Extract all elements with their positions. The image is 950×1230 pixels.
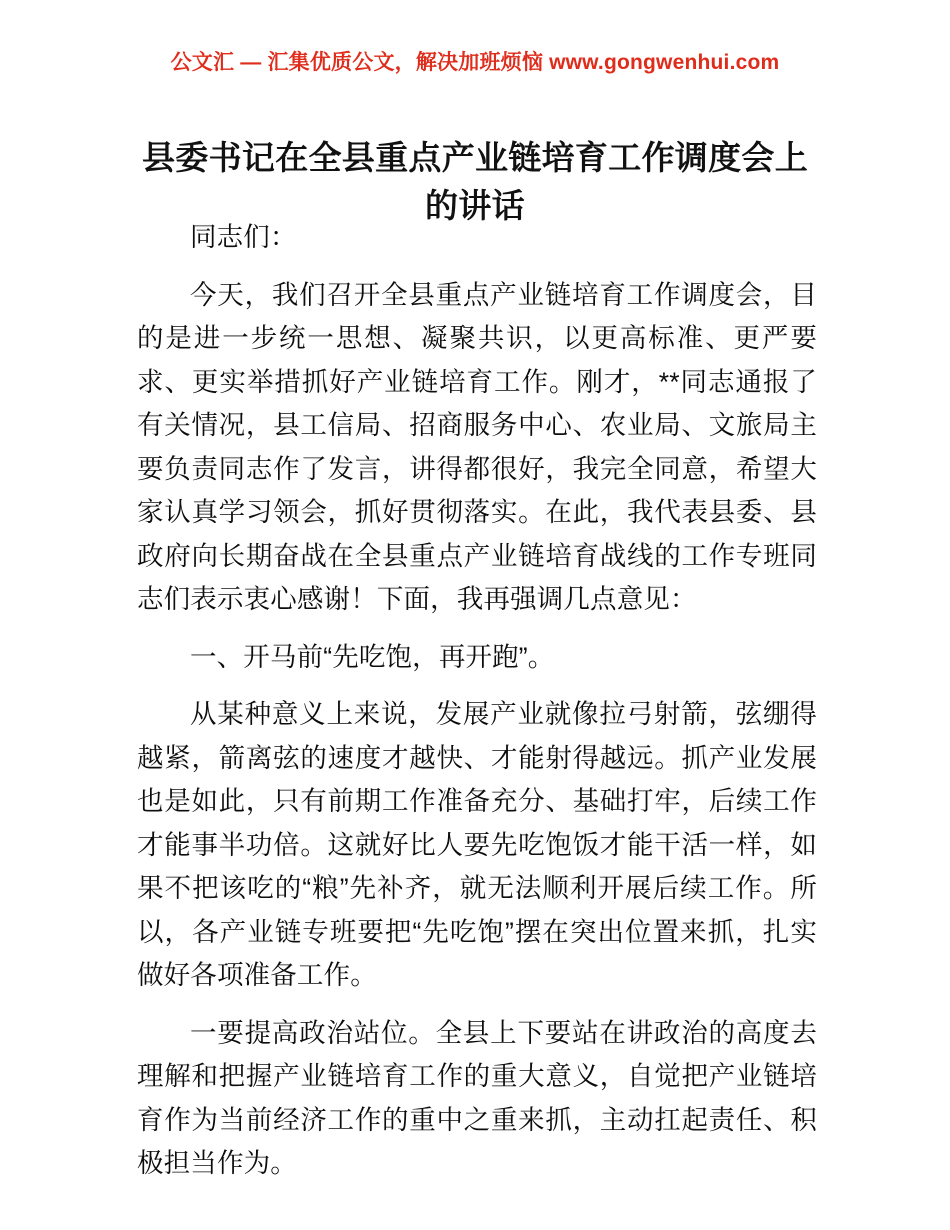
paragraph-opening: 今天，我们召开全县重点产业链培育工作调度会，目的是进一步统一思想、凝聚共识，以更高标准、更严要求、更实举措抓好产业链培育工作。刚才，**同志通报了有关情况，县工信局、招商服务中心、农业局、文旅局主要负责同志作了发言，讲得都很好，我完全同意，希望大家认真学习领会，抓好贯彻落实。在此，我代表县委、县政府向长期奋战在全县重点产业链培育战线的工作专班同志们表示衷心感谢！下面，我再强调几点意见： bbox=[137, 279, 817, 614]
page-title: 县委书记在全县重点产业链培育工作调度会上的讲话 bbox=[142, 139, 808, 225]
paragraph-point-one: 一要提高政治站位。全县上下要站在讲政治的高度去理解和把握产业链培育工作的重大意义，自觉把产业链培育作为当前经济工作的重中之重来抓，主动扛起责任、积极担当作为。 bbox=[137, 1017, 817, 1178]
document-body bbox=[137, 216, 817, 1186]
salutation: 同志们： bbox=[190, 222, 297, 252]
site-watermark-header bbox=[0, 52, 950, 73]
paragraph-section-one-body: 从某种意义上来说，发展产业就像拉弓射箭，弦绷得越紧，箭离弦的速度才越快、才能射得越远。抓产业发展也是如此，只有前期工作准备充分、基础打牢，后续工作才能事半功倍。这就好比人要先吃饱饭才能干活一样，如果不把该吃的“粮”先补齐，就无法顺利开展后续工作。所以，各产业链专班要把“先吃饱”摆在突出位置来抓，扎实做好各项准备工作。 bbox=[137, 699, 817, 990]
watermark-text: 公文汇 — 汇集优质公文，解决加班烦恼 www.gongwenhui.com bbox=[170, 51, 780, 74]
section-heading-one: 一、开马前“先吃饱，再开跑”。 bbox=[190, 641, 555, 672]
